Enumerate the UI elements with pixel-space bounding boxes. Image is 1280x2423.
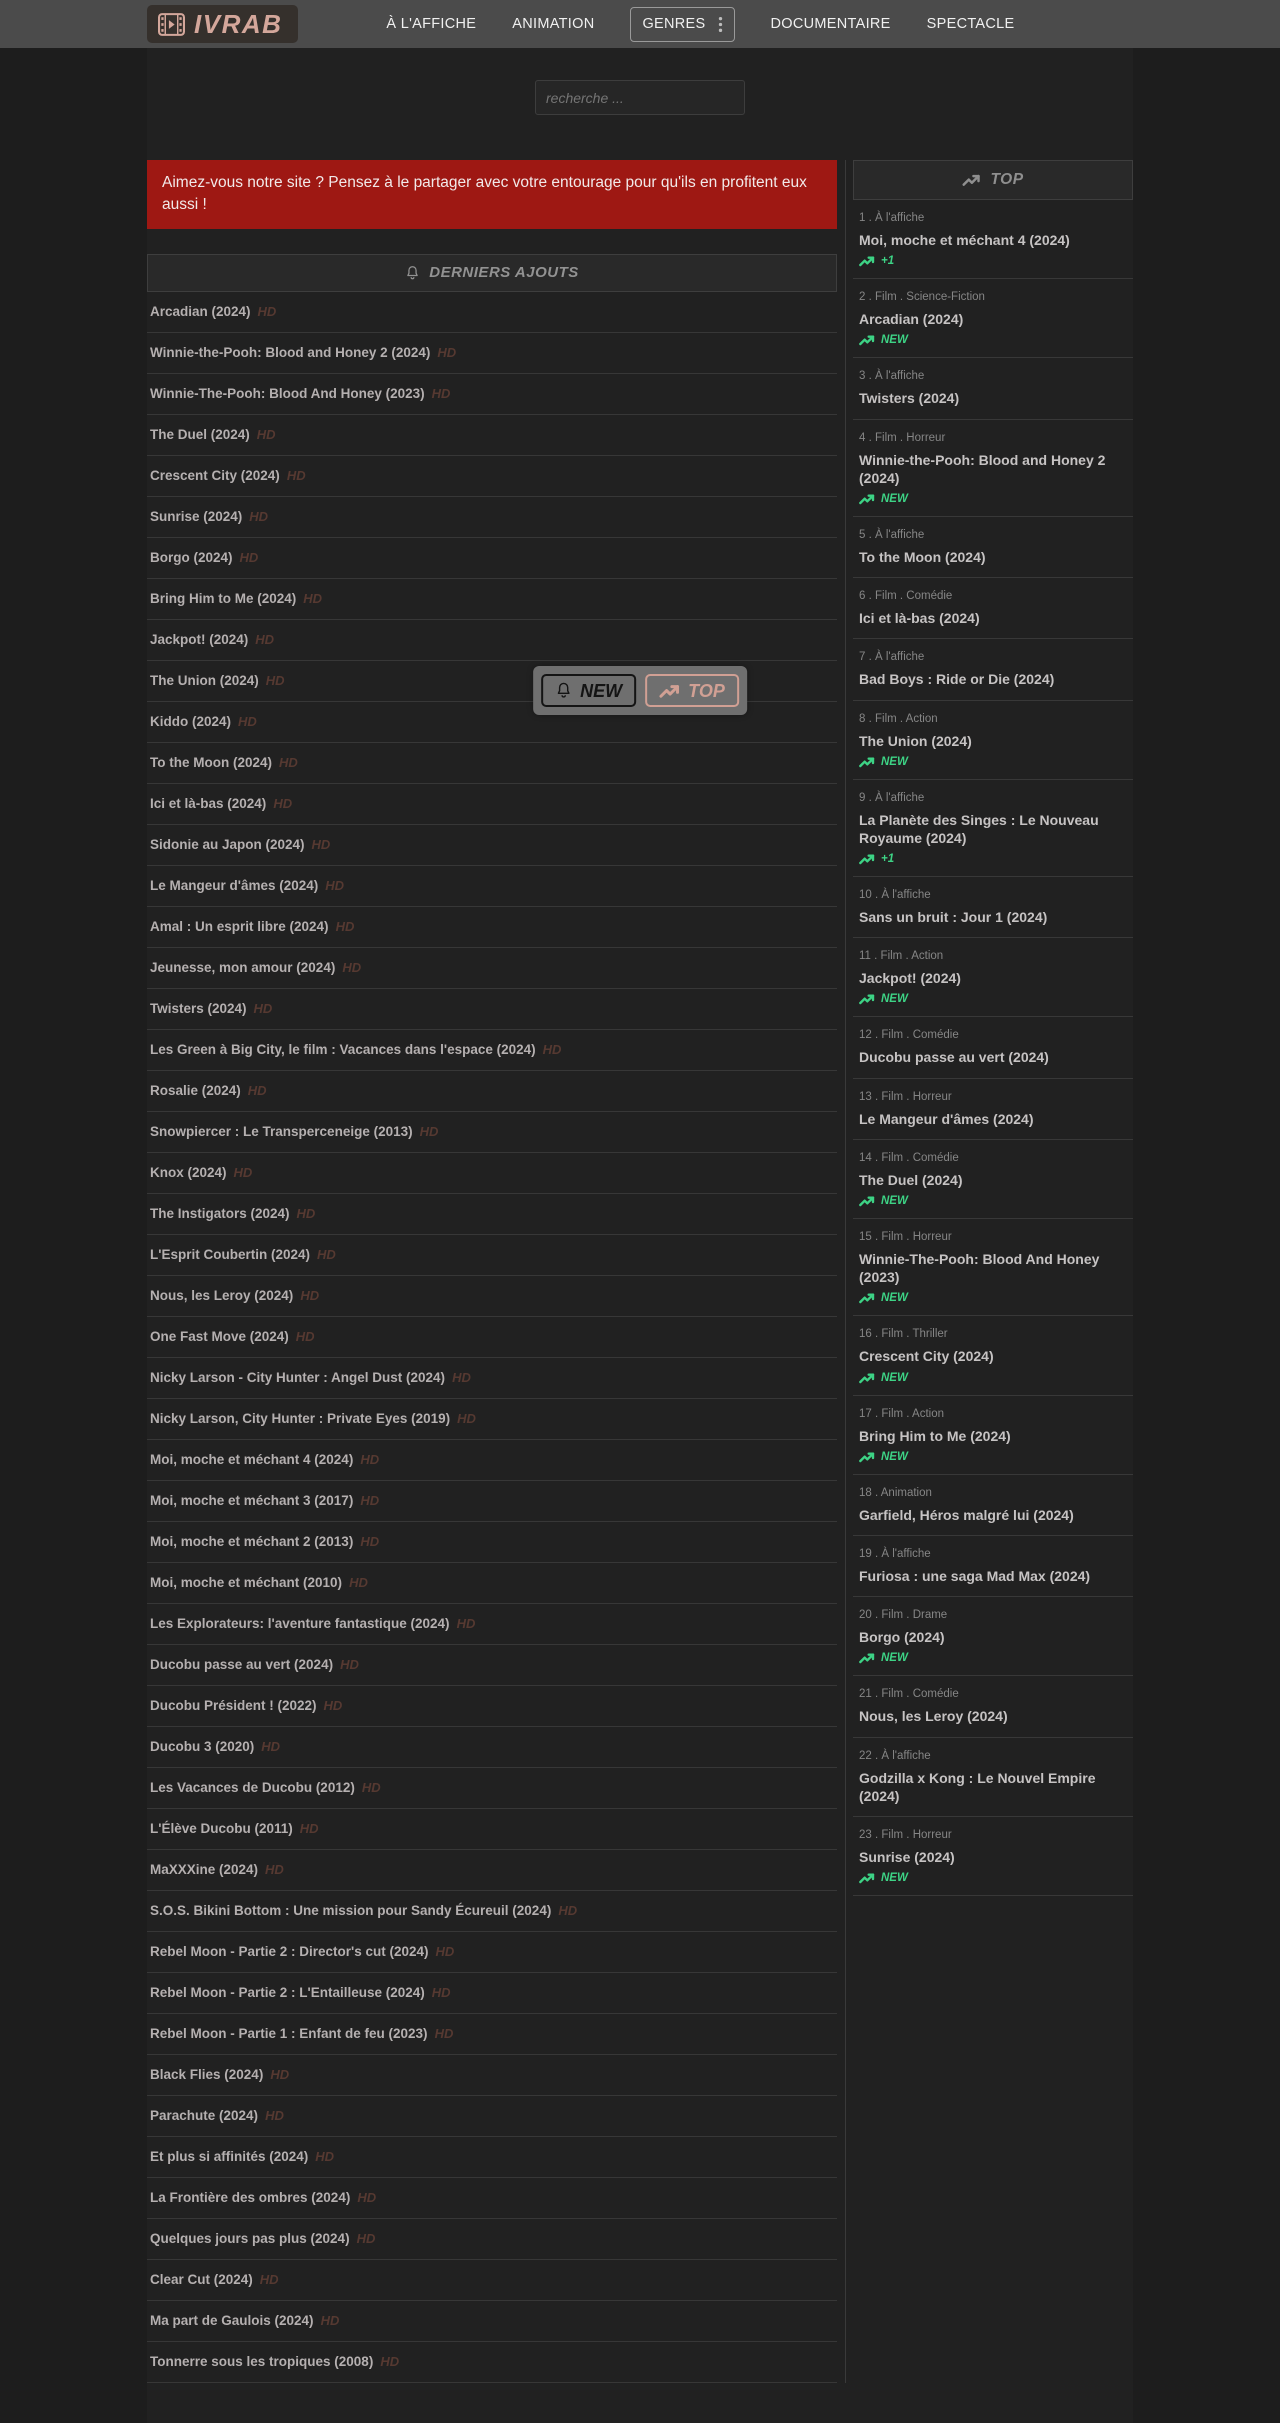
movie-list-item[interactable] — [147, 2055, 837, 2096]
trending-up-icon — [859, 756, 875, 768]
movie-list-item[interactable] — [147, 1399, 837, 1440]
movie-title: Le Mangeur d'âmes (2024) — [150, 878, 319, 894]
top-item-title: Bring Him to Me (2024) — [859, 1427, 1011, 1444]
top-item-badge-label: +1 — [881, 255, 895, 268]
movie-list-item[interactable] — [147, 1932, 837, 1973]
movie-list-item[interactable] — [147, 2260, 837, 2301]
movie-list-item[interactable] — [147, 1481, 837, 1522]
trending-up-icon — [859, 1451, 875, 1463]
nav-menu — [386, 7, 1014, 42]
trending-up-icon — [962, 173, 981, 187]
movie-title: Crescent City (2024) — [150, 468, 280, 484]
quality-badge: HD — [253, 1001, 273, 1017]
movie-list-item[interactable] — [147, 2137, 837, 2178]
movie-list-item[interactable] — [147, 497, 837, 538]
movie-title: Borgo (2024) — [150, 550, 233, 566]
movie-title: L'Élève Ducobu (2011) — [150, 1821, 293, 1837]
movie-title: Twisters (2024) — [150, 1001, 247, 1017]
top-list — [853, 200, 1133, 1896]
movie-list-item[interactable] — [147, 1030, 837, 1071]
top-item-title: Winnie-The-Pooh: Blood And Honey (2023) — [859, 1251, 1100, 1286]
top-item-trend-badge — [859, 993, 1131, 1005]
movie-list-item[interactable] — [147, 784, 837, 825]
top-item-meta: 6 . Film . Comédie — [859, 590, 953, 603]
top-list-item[interactable] — [853, 780, 1133, 877]
top-item-meta: 8 . Film . Action — [859, 712, 938, 725]
movie-list-item[interactable] — [147, 1768, 837, 1809]
quality-badge: HD — [279, 755, 298, 771]
trending-up-icon — [859, 1372, 875, 1384]
movie-title: Rosalie (2024) — [150, 1083, 241, 1099]
top-list-item[interactable] — [853, 517, 1133, 578]
top-item-trend-badge — [859, 255, 1131, 267]
navbar — [0, 0, 1280, 48]
movie-title: Moi, moche et méchant 4 (2024) — [150, 1452, 354, 1468]
movie-list-item[interactable] — [147, 1686, 837, 1727]
movie-title: Sunrise (2024) — [150, 509, 243, 525]
movie-list-item[interactable] — [147, 292, 837, 333]
top-item-title: Furiosa : une saga Mad Max (2024) — [859, 1567, 1091, 1584]
top-list-item[interactable] — [853, 200, 1133, 279]
top-item-trend-badge — [859, 1872, 1131, 1884]
trending-up-icon — [859, 993, 875, 1005]
quality-badge: HD — [286, 468, 306, 484]
trending-up-icon — [859, 1872, 875, 1884]
top-item-meta: 7 . À l'affiche — [859, 651, 925, 664]
trending-up-icon — [859, 853, 875, 865]
movie-title: MaXXXine (2024) — [150, 1862, 259, 1878]
nav-item-animation[interactable]: ANIMATION — [512, 16, 595, 32]
quality-badge: HD — [356, 2231, 376, 2247]
quality-badge: HD — [323, 1698, 343, 1714]
top-list-item[interactable] — [853, 1817, 1133, 1896]
movie-list-item[interactable] — [147, 1973, 837, 2014]
top-item-trend-badge — [859, 493, 1131, 505]
quality-badge: HD — [316, 1247, 336, 1263]
movie-title: The Instigators (2024) — [150, 1206, 290, 1222]
latest-additions-header — [147, 254, 837, 292]
top-list-item[interactable] — [853, 1738, 1133, 1817]
top-item-trend-badge — [859, 1652, 1131, 1664]
top-list-item[interactable] — [853, 1219, 1133, 1316]
top-item-trend-badge — [859, 334, 1131, 346]
movie-title: Les Vacances de Ducobu (2012) — [150, 1780, 355, 1796]
top-list-item[interactable] — [853, 877, 1133, 938]
movie-list-item[interactable] — [147, 1727, 837, 1768]
movie-list-item[interactable] — [147, 456, 837, 497]
top-item-title: Crescent City (2024) — [859, 1348, 994, 1365]
top-item-meta: 12 . Film . Comédie — [859, 1029, 959, 1042]
movie-title: Moi, moche et méchant (2010) — [150, 1575, 343, 1591]
top-item-meta: 19 . À l'affiche — [859, 1547, 931, 1560]
quality-badge: HD — [249, 509, 269, 525]
top-item-trend-badge — [859, 1292, 1131, 1304]
movie-title: Winnie-the-Pooh: Blood and Honey 2 (2024) — [150, 345, 431, 361]
top-item-trend-badge — [859, 756, 1131, 768]
movie-title: Les Green à Big City, le film : Vacances dans l'espace (2024) — [150, 1042, 536, 1058]
movie-list-item[interactable] — [147, 333, 837, 374]
top-item-title: Twisters (2024) — [859, 390, 960, 407]
quality-badge: HD — [361, 1780, 381, 1796]
top-item-title: Arcadian (2024) — [859, 311, 964, 328]
movie-title: Black Flies (2024) — [150, 2067, 264, 2083]
search-input[interactable] — [535, 80, 745, 115]
nav-item-genres-label: GENRES — [642, 16, 706, 32]
quality-badge: HD — [233, 1165, 253, 1181]
toggle-new-button[interactable] — [541, 674, 636, 707]
top-item-title: The Union (2024) — [859, 732, 972, 749]
quality-badge: HD — [247, 1083, 267, 1099]
movie-title: Moi, moche et méchant 3 (2017) — [150, 1493, 354, 1509]
quality-badge: HD — [452, 1370, 471, 1386]
movie-title: Amal : Un esprit libre (2024) — [150, 919, 329, 935]
movie-title: Les Explorateurs: l'aventure fantastique (2024) — [150, 1616, 450, 1632]
movie-list-item[interactable] — [147, 1153, 837, 1194]
movie-list-item[interactable] — [147, 989, 837, 1030]
movie-title: Bring Him to Me (2024) — [150, 591, 297, 607]
movie-list-item[interactable] — [147, 374, 837, 415]
top-sidebar — [845, 160, 1133, 2383]
movie-list-item[interactable] — [147, 579, 837, 620]
movie-list-item[interactable] — [147, 1235, 837, 1276]
quality-badge: HD — [357, 2190, 377, 2206]
movie-title: Ma part de Gaulois (2024) — [150, 2313, 314, 2329]
movie-list-item[interactable] — [147, 866, 837, 907]
top-item-meta: 1 . À l'affiche — [859, 212, 925, 224]
quality-badge: HD — [360, 1452, 380, 1468]
film-strip-icon — [158, 13, 185, 36]
top-item-title: The Duel (2024) — [859, 1171, 963, 1188]
top-item-title: Nous, les Leroy (2024) — [859, 1708, 1008, 1725]
quality-badge: HD — [261, 1739, 281, 1755]
movie-list-item[interactable] — [147, 1440, 837, 1481]
movie-title: L'Esprit Coubertin (2024) — [150, 1247, 310, 1263]
search-row — [147, 48, 1133, 115]
top-item-meta: 10 . À l'affiche — [859, 889, 931, 902]
quality-badge: HD — [295, 1329, 315, 1345]
quality-badge: HD — [256, 427, 276, 443]
quality-badge: HD — [437, 345, 457, 361]
top-item-meta: 2 . Film . Science-Fiction — [859, 291, 985, 304]
quality-badge: HD — [265, 2108, 284, 2124]
movie-title: To the Moon (2024) — [150, 755, 273, 771]
trending-up-icon — [859, 255, 875, 267]
movie-title: Arcadian (2024) — [150, 304, 251, 320]
top-list-item[interactable] — [853, 358, 1133, 419]
top-item-title: Ducobu passe au vert (2024) — [859, 1049, 1049, 1066]
movie-title: Parachute (2024) — [150, 2108, 259, 2124]
trending-up-icon — [659, 683, 680, 699]
brand-name: IVRAB — [194, 9, 283, 39]
movie-title: Kiddo (2024) — [150, 714, 232, 730]
top-item-badge-label: NEW — [881, 334, 908, 347]
quality-badge: HD — [257, 304, 277, 320]
movie-list-item[interactable] — [147, 2096, 837, 2137]
trending-up-icon — [859, 1292, 875, 1304]
quality-badge: HD — [265, 1862, 284, 1878]
movie-title: Tonnerre sous les tropiques (2008) — [150, 2354, 374, 2370]
content-columns — [147, 160, 1133, 2383]
top-item-trend-badge — [859, 1451, 1131, 1463]
top-item-badge-label: NEW — [881, 492, 908, 505]
movie-title: The Duel (2024) — [150, 427, 250, 443]
movie-list-item[interactable] — [147, 907, 837, 948]
movie-list-item[interactable] — [147, 1563, 837, 1604]
top-list-item[interactable] — [853, 1475, 1133, 1536]
movie-title: Nicky Larson - City Hunter : Angel Dust (2024) — [150, 1370, 446, 1386]
top-list-item[interactable] — [853, 1396, 1133, 1475]
quality-badge: HD — [311, 837, 331, 853]
movie-list-item[interactable] — [147, 2219, 837, 2260]
movie-list-item[interactable] — [147, 1850, 837, 1891]
top-item-title: Ici et là-bas (2024) — [859, 610, 980, 627]
top-item-trend-badge — [859, 1195, 1131, 1207]
top-item-meta: 21 . Film . Comédie — [859, 1688, 959, 1701]
quality-badge: HD — [270, 2067, 290, 2083]
quality-badge: HD — [273, 796, 293, 812]
movie-title: Moi, moche et méchant 2 (2013) — [150, 1534, 354, 1550]
movie-list-item[interactable] — [147, 1809, 837, 1850]
quality-badge: HD — [300, 1288, 320, 1304]
top-item-meta: 18 . Animation — [859, 1486, 932, 1499]
top-item-badge-label: NEW — [881, 755, 908, 768]
movie-list-item[interactable] — [147, 2178, 837, 2219]
movie-title: The Union (2024) — [150, 673, 259, 689]
movie-title: Clear Cut (2024) — [150, 2272, 253, 2288]
top-item-title: Moi, moche et méchant 4 (2024) — [859, 232, 1070, 248]
movie-title: One Fast Move (2024) — [150, 1329, 289, 1345]
top-item-title: Godzilla x Kong : Le Nouvel Empire (2024) — [859, 1769, 1096, 1804]
brand-logo[interactable] — [147, 5, 298, 43]
top-item-meta: 13 . Film . Horreur — [859, 1090, 952, 1103]
top-list-item[interactable] — [853, 938, 1133, 1017]
top-item-meta: 16 . Film . Thriller — [859, 1328, 948, 1341]
movie-title: Ducobu passe au vert (2024) — [150, 1657, 334, 1673]
quality-badge: HD — [320, 2313, 340, 2329]
quality-badge: HD — [435, 1944, 455, 1960]
latest-additions-list — [147, 292, 837, 2383]
quality-badge: HD — [456, 1616, 476, 1632]
top-item-badge-label: +1 — [881, 853, 895, 866]
movie-list-item[interactable] — [147, 1276, 837, 1317]
top-item-title: Borgo (2024) — [859, 1629, 945, 1646]
movie-list-item[interactable] — [147, 1194, 837, 1235]
kebab-menu-icon — [718, 16, 723, 33]
movie-title: Winnie-The-Pooh: Blood And Honey (2023) — [150, 386, 425, 402]
top-list-item[interactable] — [853, 420, 1133, 517]
quality-badge: HD — [542, 1042, 562, 1058]
quality-badge: HD — [380, 2354, 400, 2370]
top-item-title: To the Moon (2024) — [859, 548, 986, 565]
nav-item-spectacle[interactable]: SPECTACLE — [926, 16, 1015, 32]
top-list-item[interactable] — [853, 279, 1133, 358]
top-item-meta: 11 . Film . Action — [859, 950, 944, 963]
movie-list-item[interactable] — [147, 1358, 837, 1399]
top-item-meta: 5 . À l'affiche — [859, 528, 925, 541]
quality-badge: HD — [303, 591, 323, 607]
movie-list-item[interactable] — [147, 2301, 837, 2342]
toggle-new-label: NEW — [580, 680, 623, 701]
top-item-meta: 20 . Film . Drame — [859, 1609, 948, 1622]
movie-title: Rebel Moon - Partie 1 : Enfant de feu (2023) — [150, 2026, 428, 2042]
top-list-item[interactable] — [853, 1316, 1133, 1395]
quality-badge: HD — [259, 2272, 279, 2288]
movie-list-item[interactable] — [147, 1112, 837, 1153]
movie-list-item[interactable] — [147, 415, 837, 456]
movie-list-item[interactable] — [147, 1522, 837, 1563]
top-item-meta: 17 . Film . Action — [859, 1407, 945, 1420]
top-item-title: Winnie-the-Pooh: Blood and Honey 2 (2024) — [859, 451, 1106, 486]
quality-badge: HD — [325, 878, 345, 894]
movie-title: Jackpot! (2024) — [150, 632, 249, 648]
top-list-item[interactable] — [853, 1017, 1133, 1078]
top-item-title: Bad Boys : Ride or Die (2024) — [859, 671, 1055, 688]
movie-list-item[interactable] — [147, 743, 837, 784]
top-list-item[interactable] — [853, 1536, 1133, 1597]
top-item-title: Jackpot! (2024) — [859, 970, 961, 987]
quality-badge: HD — [558, 1903, 578, 1919]
toggle-top-label: TOP — [688, 680, 725, 701]
bell-icon — [405, 264, 420, 282]
top-header-title: TOP — [990, 171, 1024, 188]
top-list-item[interactable] — [853, 1597, 1133, 1676]
top-item-title: La Planète des Singes : Le Nouveau Royaume (2024) — [859, 811, 1099, 846]
movie-title: Ducobu 3 (2020) — [150, 1739, 255, 1755]
top-item-meta: 3 . À l'affiche — [859, 370, 925, 383]
movie-title: Rebel Moon - Partie 2 : Director's cut (2024) — [150, 1944, 429, 1960]
movie-list-item[interactable] — [147, 2014, 837, 2055]
quality-badge: HD — [255, 632, 275, 648]
movie-list-item[interactable] — [147, 1891, 837, 1932]
main-column — [147, 160, 837, 2383]
quality-badge: HD — [431, 386, 451, 402]
nav-item-genres-dropdown[interactable] — [630, 7, 734, 42]
quality-badge: HD — [340, 1657, 359, 1673]
top-header — [853, 160, 1133, 200]
top-list-item[interactable] — [853, 1676, 1133, 1737]
quality-badge: HD — [296, 1206, 316, 1222]
movie-list-item[interactable] — [147, 948, 837, 989]
movie-list-item[interactable] — [147, 1604, 837, 1645]
quality-badge: HD — [349, 1575, 368, 1591]
top-item-meta: 9 . À l'affiche — [859, 791, 925, 804]
top-item-trend-badge — [859, 1372, 1131, 1384]
quality-badge: HD — [434, 2026, 454, 2042]
movie-title: Ici et là-bas (2024) — [150, 796, 267, 812]
top-list-item[interactable] — [853, 639, 1133, 700]
trending-up-icon — [859, 334, 875, 346]
top-item-title: Sans un bruit : Jour 1 (2024) — [859, 909, 1048, 926]
trending-up-icon — [859, 493, 875, 505]
quality-badge: HD — [315, 2149, 335, 2165]
top-list-item[interactable] — [853, 1079, 1133, 1140]
top-list-item[interactable] — [853, 1140, 1133, 1219]
page-container — [147, 48, 1133, 2423]
top-item-badge-label: NEW — [881, 1195, 908, 1207]
top-item-badge-label: NEW — [881, 1652, 908, 1665]
trending-up-icon — [859, 1652, 875, 1664]
movie-title: La Frontière des ombres (2024) — [150, 2190, 351, 2206]
movie-title: Ducobu Président ! (2022) — [150, 1698, 317, 1714]
movie-list-item[interactable] — [147, 1071, 837, 1112]
movie-title: Sidonie au Japon (2024) — [150, 837, 305, 853]
quality-badge: HD — [299, 1821, 319, 1837]
quality-badge: HD — [239, 550, 259, 566]
top-item-badge-label: NEW — [881, 1292, 908, 1305]
movie-list-item[interactable] — [147, 538, 837, 579]
new-top-floating-toggle — [533, 666, 747, 715]
movie-title: Rebel Moon - Partie 2 : L'Entailleuse (2024) — [150, 1985, 425, 2001]
top-item-badge-label: NEW — [881, 993, 908, 1006]
movie-title: Nicky Larson, City Hunter : Private Eyes (2019) — [150, 1411, 451, 1427]
top-item-trend-badge — [859, 853, 1131, 865]
quality-badge: HD — [457, 1411, 476, 1427]
quality-badge: HD — [360, 1493, 380, 1509]
movie-title: Quelques jours pas plus (2024) — [150, 2231, 350, 2247]
quality-badge: HD — [335, 919, 355, 935]
quality-badge: HD — [419, 1124, 439, 1140]
quality-badge: HD — [265, 673, 285, 689]
movie-title: Et plus si affinités (2024) — [150, 2149, 309, 2165]
top-item-meta: 14 . Film . Comédie — [859, 1151, 959, 1164]
movie-title: Knox (2024) — [150, 1165, 227, 1181]
top-list-item[interactable] — [853, 701, 1133, 780]
top-item-title: Le Mangeur d'âmes (2024) — [859, 1110, 1034, 1127]
movie-list-item[interactable] — [147, 1317, 837, 1358]
bell-icon — [555, 681, 572, 700]
movie-title: Nous, les Leroy (2024) — [150, 1288, 294, 1304]
top-item-badge-label: NEW — [881, 1450, 908, 1463]
movie-list-item[interactable] — [147, 2342, 837, 2383]
top-item-title: Sunrise (2024) — [859, 1848, 955, 1865]
movie-title: Jeunesse, mon amour (2024) — [150, 960, 336, 976]
quality-badge: HD — [360, 1534, 380, 1550]
toggle-top-button[interactable] — [645, 674, 739, 707]
movie-list-item[interactable] — [147, 620, 837, 661]
top-item-meta: 22 . À l'affiche — [859, 1749, 931, 1762]
trending-up-icon — [859, 1195, 875, 1207]
latest-additions-title: DERNIERS AJOUTS — [429, 264, 579, 282]
movie-title: S.O.S. Bikini Bottom : Une mission pour Sandy Écureuil (2024) — [150, 1903, 552, 1919]
share-banner: Aimez-vous notre site ? Pensez à le partager avec votre entourage pour qu'ils en profitent eux aussi ! — [147, 160, 837, 229]
top-item-badge-label: NEW — [881, 1872, 908, 1885]
movie-list-item[interactable] — [147, 825, 837, 866]
movie-list-item[interactable] — [147, 1645, 837, 1686]
quality-badge: HD — [342, 960, 362, 976]
quality-badge: HD — [238, 714, 257, 730]
top-item-meta: 15 . Film . Horreur — [859, 1231, 952, 1243]
quality-badge: HD — [431, 1985, 451, 2001]
top-item-title: Garfield, Héros malgré lui (2024) — [859, 1506, 1074, 1523]
navbar-inner — [147, 0, 1133, 48]
top-item-meta: 4 . Film . Horreur — [859, 431, 946, 444]
top-list-item[interactable] — [853, 578, 1133, 639]
nav-item-documentaire[interactable]: DOCUMENTAIRE — [770, 16, 891, 32]
top-item-meta: 23 . Film . Horreur — [859, 1828, 952, 1841]
movie-title: Snowpiercer : Le Transperceneige (2013) — [150, 1124, 413, 1140]
top-item-badge-label: NEW — [881, 1371, 908, 1384]
nav-item-a-laffiche[interactable]: À L'AFFICHE — [386, 16, 477, 32]
